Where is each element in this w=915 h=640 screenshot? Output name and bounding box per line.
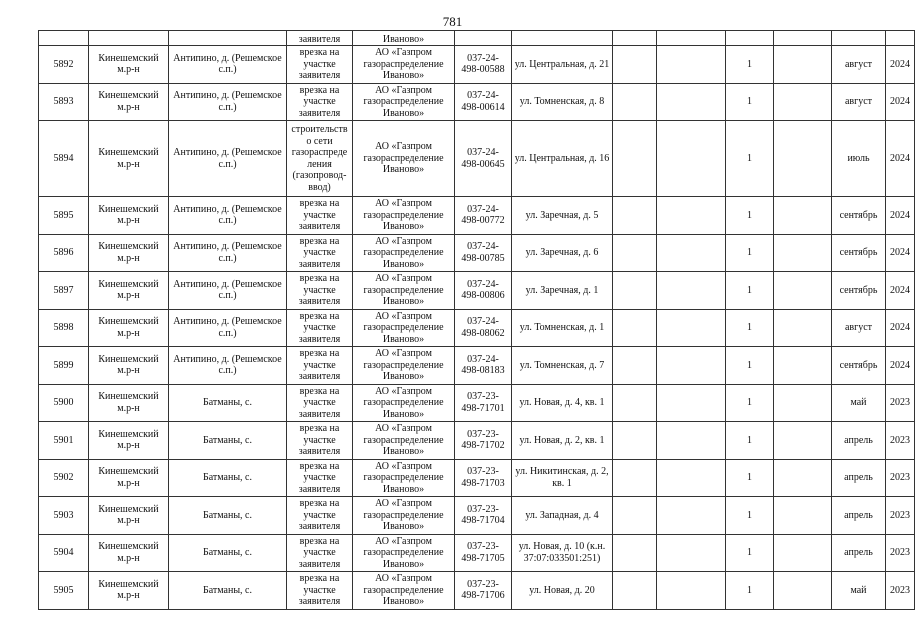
cell-empty-3 — [774, 234, 832, 272]
cell-no: 5905 — [39, 572, 89, 610]
cell-code: 037-24- 498-08062 — [455, 309, 512, 347]
cell-empty-3 — [774, 459, 832, 497]
cell-code: 037-24- 498-00785 — [455, 234, 512, 272]
cell-month: август — [832, 309, 886, 347]
cell-type: врезка на участке заявителя — [287, 384, 353, 422]
table-row — [39, 534, 915, 572]
cell-type: врезка на участке заявителя — [287, 83, 353, 121]
table-row — [39, 46, 915, 84]
cell-count: 1 — [726, 234, 774, 272]
cell-district: Кинешемский м.р-н — [89, 534, 169, 572]
cell-empty-2 — [657, 83, 726, 121]
cell-code: 037-23- 498-71703 — [455, 459, 512, 497]
table-row — [39, 497, 915, 535]
cell-count: 1 — [726, 422, 774, 460]
cell-type: врезка на участке заявителя — [287, 534, 353, 572]
cell-district: Кинешемский м.р-н — [89, 46, 169, 84]
cell-organization: АО «Газпром газораспределение Иваново» — [353, 534, 455, 572]
cell-empty-2 — [657, 572, 726, 610]
cell-locality — [169, 31, 287, 46]
cell-empty-2 — [657, 309, 726, 347]
cell-no: 5899 — [39, 347, 89, 385]
cell-organization: АО «Газпром газораспределение Иваново» — [353, 422, 455, 460]
table-row — [39, 234, 915, 272]
cell-address: ул. Томненская, д. 7 — [512, 347, 613, 385]
cell-organization: АО «Газпром газораспределение Иваново» — [353, 272, 455, 310]
cell-organization: АО «Газпром газораспределение Иваново» — [353, 309, 455, 347]
cell-type: врезка на участке заявителя — [287, 272, 353, 310]
cell-address: ул. Томненская, д. 1 — [512, 309, 613, 347]
cell-count: 1 — [726, 572, 774, 610]
cell-year: 2023 — [886, 572, 915, 610]
cell-year: 2023 — [886, 422, 915, 460]
cell-no: 5894 — [39, 121, 89, 197]
cell-empty-1 — [613, 459, 657, 497]
table-row — [39, 121, 915, 197]
cell-empty-3 — [774, 197, 832, 235]
cell-no: 5900 — [39, 384, 89, 422]
cell-locality: Антипино, д. (Решемское с.п.) — [169, 121, 287, 197]
cell-year — [886, 31, 915, 46]
table-row-partial — [39, 31, 915, 46]
cell-empty-1 — [613, 46, 657, 84]
cell-year: 2023 — [886, 384, 915, 422]
cell-district: Кинешемский м.р-н — [89, 272, 169, 310]
cell-month: май — [832, 384, 886, 422]
cell-empty-1 — [613, 272, 657, 310]
cell-empty-3 — [774, 347, 832, 385]
cell-count: 1 — [726, 83, 774, 121]
cell-empty-2 — [657, 197, 726, 235]
cell-address: ул. Заречная, д. 1 — [512, 272, 613, 310]
cell-locality: Батманы, с. — [169, 497, 287, 535]
table-row — [39, 83, 915, 121]
cell-no: 5896 — [39, 234, 89, 272]
cell-address: ул. Заречная, д. 5 — [512, 197, 613, 235]
cell-empty-2 — [657, 422, 726, 460]
table-row — [39, 197, 915, 235]
cell-year: 2024 — [886, 121, 915, 197]
cell-count — [726, 31, 774, 46]
cell-code: 037-24- 498-08183 — [455, 347, 512, 385]
cell-empty-1 — [613, 31, 657, 46]
cell-district: Кинешемский м.р-н — [89, 347, 169, 385]
cell-empty-2 — [657, 46, 726, 84]
cell-code: 037-24- 498-00772 — [455, 197, 512, 235]
cell-locality: Антипино, д. (Решемское с.п.) — [169, 197, 287, 235]
cell-organization: АО «Газпром газораспределение Иваново» — [353, 384, 455, 422]
cell-count: 1 — [726, 347, 774, 385]
cell-empty-2 — [657, 459, 726, 497]
table-row — [39, 422, 915, 460]
cell-locality: Антипино, д. (Решемское с.п.) — [169, 234, 287, 272]
cell-address: ул. Центральная, д. 21 — [512, 46, 613, 84]
table-row — [39, 347, 915, 385]
cell-month: апрель — [832, 422, 886, 460]
cell-address: ул. Новая, д. 2, кв. 1 — [512, 422, 613, 460]
cell-organization: Иваново» — [353, 31, 455, 46]
cell-empty-1 — [613, 83, 657, 121]
cell-empty-1 — [613, 497, 657, 535]
cell-count: 1 — [726, 197, 774, 235]
table-row — [39, 459, 915, 497]
cell-address — [512, 31, 613, 46]
cell-empty-3 — [774, 121, 832, 197]
cell-code: 037-23- 498-71701 — [455, 384, 512, 422]
cell-empty-1 — [613, 384, 657, 422]
cell-address: ул. Томненская, д. 8 — [512, 83, 613, 121]
cell-type: врезка на участке заявителя — [287, 422, 353, 460]
cell-month: апрель — [832, 497, 886, 535]
cell-organization: АО «Газпром газораспределение Иваново» — [353, 459, 455, 497]
cell-district: Кинешемский м.р-н — [89, 234, 169, 272]
cell-district: Кинешемский м.р-н — [89, 309, 169, 347]
cell-organization: АО «Газпром газораспределение Иваново» — [353, 121, 455, 197]
cell-code: 037-23- 498-71702 — [455, 422, 512, 460]
cell-organization: АО «Газпром газораспределение Иваново» — [353, 83, 455, 121]
cell-no: 5903 — [39, 497, 89, 535]
cell-locality: Антипино, д. (Решемское с.п.) — [169, 309, 287, 347]
cell-empty-3 — [774, 31, 832, 46]
cell-year: 2023 — [886, 497, 915, 535]
registry-table — [38, 30, 915, 610]
cell-month: август — [832, 83, 886, 121]
cell-type: врезка на участке заявителя — [287, 309, 353, 347]
cell-address: ул. Центральная, д. 16 — [512, 121, 613, 197]
cell-locality: Антипино, д. (Решемское с.п.) — [169, 46, 287, 84]
cell-empty-1 — [613, 534, 657, 572]
cell-address: ул. Новая, д. 10 (к.н. 37:07:033501:251) — [512, 534, 613, 572]
cell-code: 037-24- 498-00614 — [455, 83, 512, 121]
cell-type: заявителя — [287, 31, 353, 46]
cell-count: 1 — [726, 497, 774, 535]
cell-year: 2024 — [886, 197, 915, 235]
cell-empty-2 — [657, 534, 726, 572]
cell-count: 1 — [726, 309, 774, 347]
cell-year: 2023 — [886, 534, 915, 572]
cell-empty-1 — [613, 347, 657, 385]
cell-empty-1 — [613, 234, 657, 272]
cell-month: сентябрь — [832, 272, 886, 310]
cell-empty-1 — [613, 422, 657, 460]
cell-empty-1 — [613, 197, 657, 235]
cell-count: 1 — [726, 46, 774, 84]
cell-district: Кинешемский м.р-н — [89, 83, 169, 121]
cell-type: строительств о сети газораспреде ления (газопровод- ввод) — [287, 121, 353, 197]
cell-locality: Батманы, с. — [169, 534, 287, 572]
cell-type: врезка на участке заявителя — [287, 497, 353, 535]
cell-locality: Батманы, с. — [169, 459, 287, 497]
cell-month: апрель — [832, 534, 886, 572]
cell-locality: Антипино, д. (Решемское с.п.) — [169, 272, 287, 310]
cell-count: 1 — [726, 534, 774, 572]
cell-no: 5895 — [39, 197, 89, 235]
cell-type: врезка на участке заявителя — [287, 46, 353, 84]
cell-count: 1 — [726, 384, 774, 422]
cell-empty-1 — [613, 572, 657, 610]
cell-locality: Батманы, с. — [169, 384, 287, 422]
cell-month: май — [832, 572, 886, 610]
cell-empty-2 — [657, 121, 726, 197]
cell-code: 037-24- 498-00645 — [455, 121, 512, 197]
cell-address: ул. Новая, д. 4, кв. 1 — [512, 384, 613, 422]
cell-locality: Батманы, с. — [169, 572, 287, 610]
cell-year: 2024 — [886, 83, 915, 121]
cell-year: 2024 — [886, 309, 915, 347]
cell-empty-2 — [657, 31, 726, 46]
cell-empty-3 — [774, 83, 832, 121]
cell-no — [39, 31, 89, 46]
cell-type: врезка на участке заявителя — [287, 347, 353, 385]
cell-code: 037-24- 498-00806 — [455, 272, 512, 310]
table-row — [39, 272, 915, 310]
cell-empty-1 — [613, 309, 657, 347]
cell-no: 5898 — [39, 309, 89, 347]
cell-code — [455, 31, 512, 46]
cell-month: август — [832, 46, 886, 84]
cell-organization: АО «Газпром газораспределение Иваново» — [353, 572, 455, 610]
table-row — [39, 309, 915, 347]
cell-empty-3 — [774, 422, 832, 460]
cell-year: 2024 — [886, 46, 915, 84]
cell-empty-3 — [774, 272, 832, 310]
cell-address: ул. Западная, д. 4 — [512, 497, 613, 535]
cell-no: 5904 — [39, 534, 89, 572]
cell-district: Кинешемский м.р-н — [89, 121, 169, 197]
cell-district: Кинешемский м.р-н — [89, 572, 169, 610]
cell-no: 5892 — [39, 46, 89, 84]
cell-empty-3 — [774, 534, 832, 572]
cell-count: 1 — [726, 459, 774, 497]
cell-organization: АО «Газпром газораспределение Иваново» — [353, 497, 455, 535]
cell-organization: АО «Газпром газораспределение Иваново» — [353, 347, 455, 385]
cell-no: 5897 — [39, 272, 89, 310]
cell-district: Кинешемский м.р-н — [89, 497, 169, 535]
cell-type: врезка на участке заявителя — [287, 197, 353, 235]
cell-district: Кинешемский м.р-н — [89, 384, 169, 422]
cell-month: сентябрь — [832, 347, 886, 385]
cell-organization: АО «Газпром газораспределение Иваново» — [353, 46, 455, 84]
cell-organization: АО «Газпром газораспределение Иваново» — [353, 234, 455, 272]
cell-year: 2024 — [886, 347, 915, 385]
page-number: 781 — [442, 14, 463, 29]
cell-locality: Антипино, д. (Решемское с.п.) — [169, 347, 287, 385]
cell-empty-2 — [657, 384, 726, 422]
cell-year: 2024 — [886, 234, 915, 272]
cell-organization: АО «Газпром газораспределение Иваново» — [353, 197, 455, 235]
cell-month: сентябрь — [832, 234, 886, 272]
cell-empty-3 — [774, 384, 832, 422]
cell-no: 5901 — [39, 422, 89, 460]
cell-empty-2 — [657, 497, 726, 535]
cell-type: врезка на участке заявителя — [287, 572, 353, 610]
cell-type: врезка на участке заявителя — [287, 234, 353, 272]
cell-month: июль — [832, 121, 886, 197]
cell-year: 2024 — [886, 272, 915, 310]
cell-month — [832, 31, 886, 46]
cell-district: Кинешемский м.р-н — [89, 197, 169, 235]
cell-district: Кинешемский м.р-н — [89, 459, 169, 497]
cell-code: 037-23- 498-71706 — [455, 572, 512, 610]
cell-empty-2 — [657, 272, 726, 310]
cell-address: ул. Заречная, д. 6 — [512, 234, 613, 272]
cell-month: апрель — [832, 459, 886, 497]
cell-empty-3 — [774, 46, 832, 84]
cell-empty-1 — [613, 121, 657, 197]
cell-count: 1 — [726, 121, 774, 197]
cell-locality: Батманы, с. — [169, 422, 287, 460]
cell-type: врезка на участке заявителя — [287, 459, 353, 497]
cell-count: 1 — [726, 272, 774, 310]
cell-year: 2023 — [886, 459, 915, 497]
cell-empty-2 — [657, 234, 726, 272]
cell-no: 5893 — [39, 83, 89, 121]
cell-empty-3 — [774, 497, 832, 535]
cell-code: 037-23- 498-71705 — [455, 534, 512, 572]
cell-address: ул. Новая, д. 20 — [512, 572, 613, 610]
cell-empty-2 — [657, 347, 726, 385]
cell-code: 037-24- 498-00588 — [455, 46, 512, 84]
table-body — [39, 31, 915, 610]
cell-month: сентябрь — [832, 197, 886, 235]
cell-no: 5902 — [39, 459, 89, 497]
cell-code: 037-23- 498-71704 — [455, 497, 512, 535]
cell-empty-3 — [774, 309, 832, 347]
cell-address: ул. Никитинская, д. 2, кв. 1 — [512, 459, 613, 497]
cell-district — [89, 31, 169, 46]
table-row — [39, 572, 915, 610]
cell-district: Кинешемский м.р-н — [89, 422, 169, 460]
table-row — [39, 384, 915, 422]
cell-empty-3 — [774, 572, 832, 610]
cell-locality: Антипино, д. (Решемское с.п.) — [169, 83, 287, 121]
